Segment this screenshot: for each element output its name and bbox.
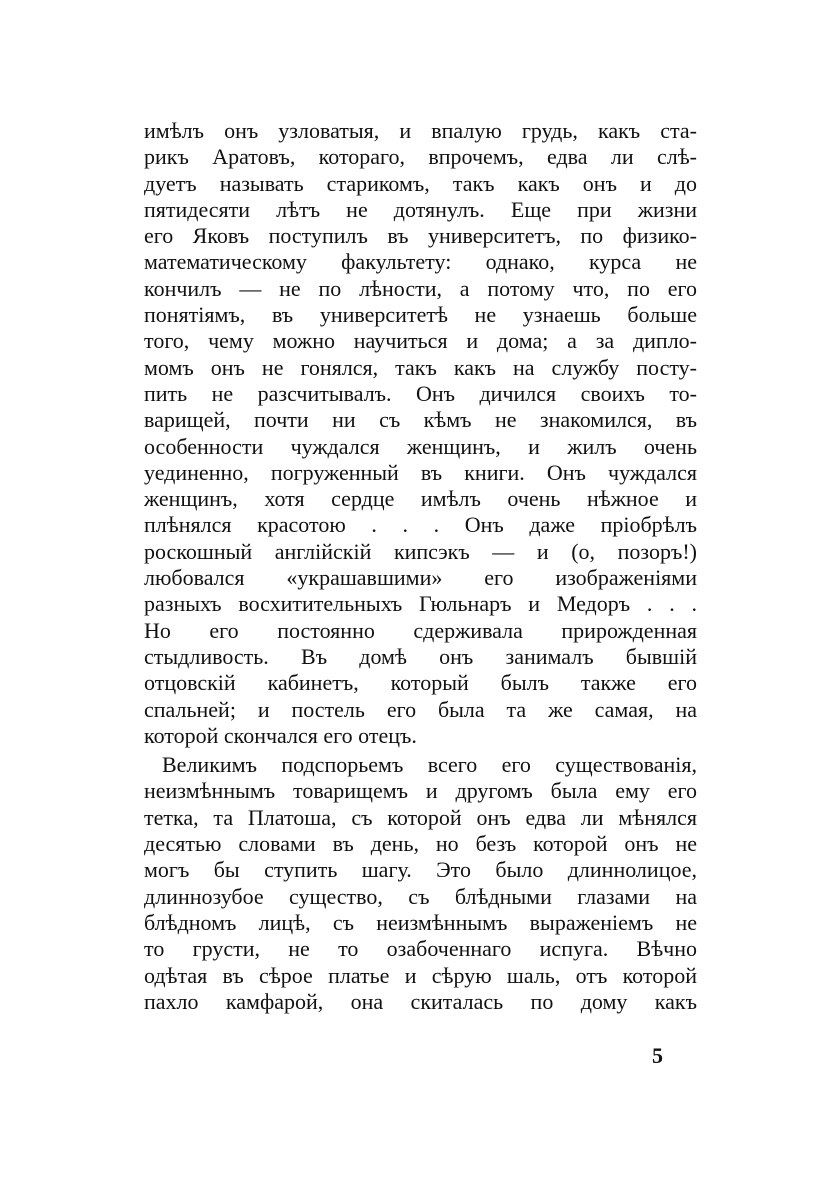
text-line: разныхъ восхитительныхъ Гюльнаръ и Медоръ . . . [144,591,697,617]
text-line: имѣлъ онъ узловатыя, и впалую грудь, какъ ста- [144,118,697,143]
text-line: того, чему можно научиться и дома; а за диплo- [144,328,697,354]
text-line: стыдливость. Въ домѣ онъ занималъ бывшій [144,643,697,669]
text-line: десятью словами въ день, но безъ которой онъ не [144,831,697,857]
text-line: спальней; и постель его была та же самая, на [144,696,697,722]
text-line: дуетъ называть старикомъ, такъ какъ онъ и до [144,170,697,196]
text-line: отцовскій кабинетъ, который былъ также его [144,670,697,696]
text-line: варищей, почти ни съ кѣмъ не знакомился, въ [144,407,697,433]
paragraph-1 [144,118,697,749]
paragraph-2 [144,752,697,1015]
text-line: момъ онъ не гонялся, такъ какъ на службу посту- [144,354,697,380]
text-line: кончилъ — не по лѣности, а потому что, по его [144,275,697,301]
text-line: могъ бы ступить шагу. Это было длиннолицое, [144,857,697,883]
text-line: Но его постоянно сдерживала прирожденная [144,617,697,643]
text-line: любовался «украшавшими» его изображеніями [144,565,697,591]
text-line: уединенно, погруженный въ книги. Онъ чуждался [144,459,697,485]
text-line: Великимъ подспорьемъ всего его существованія, [162,752,697,778]
text-line: пятидесяти лѣтъ не дотянулъ. Еще при жизни [144,196,697,222]
text-line: пахло камфарой, она скиталась по дому какъ [144,988,697,1014]
text-line: математическому факультету: однако, курса не [144,249,697,275]
text-line: женщинъ, хотя сердце имѣлъ очень нѣжное и [144,486,697,512]
text-line: то грусти, не то озабоченнаго испуга. Вѣчно [144,936,697,962]
text-line: рикъ Аратовъ, котораго, впрочемъ, едва ли слѣ- [144,144,697,170]
text-line: блѣдномъ лицѣ, съ неизмѣннымъ выраженіемъ не [144,909,697,935]
text-line: его Яковъ поступилъ въ университетъ, по физико- [144,223,697,249]
text-line: длиннозубое существо, съ блѣдными глазами на [144,883,697,909]
text-line: одѣтая въ сѣрое платье и сѣрую шаль, отъ которой [144,962,697,988]
text-line: роскошный англійскій кипсэкъ — и (о, позоръ!) [144,538,697,564]
text-line: тетка, та Платоша, съ которой онъ едва ли мѣнялся [144,804,697,830]
text-line: неизмѣннымъ товарищемъ и другомъ была ему его [144,778,697,804]
text-line: понятіямъ, въ университетѣ не узнаешь больше [144,302,697,328]
page-number: 5 [652,1043,663,1068]
text-line: плѣнялся красотою . . . Онъ даже пріобрѣлъ [144,512,697,538]
text-line: пить не разсчитывалъ. Онъ дичился своихъ то- [144,380,697,406]
text-line: которой скончался его отецъ. [144,722,417,748]
body-text [144,118,697,1015]
text-line: особенности чуждался женщинъ, и жилъ очень [144,433,697,459]
